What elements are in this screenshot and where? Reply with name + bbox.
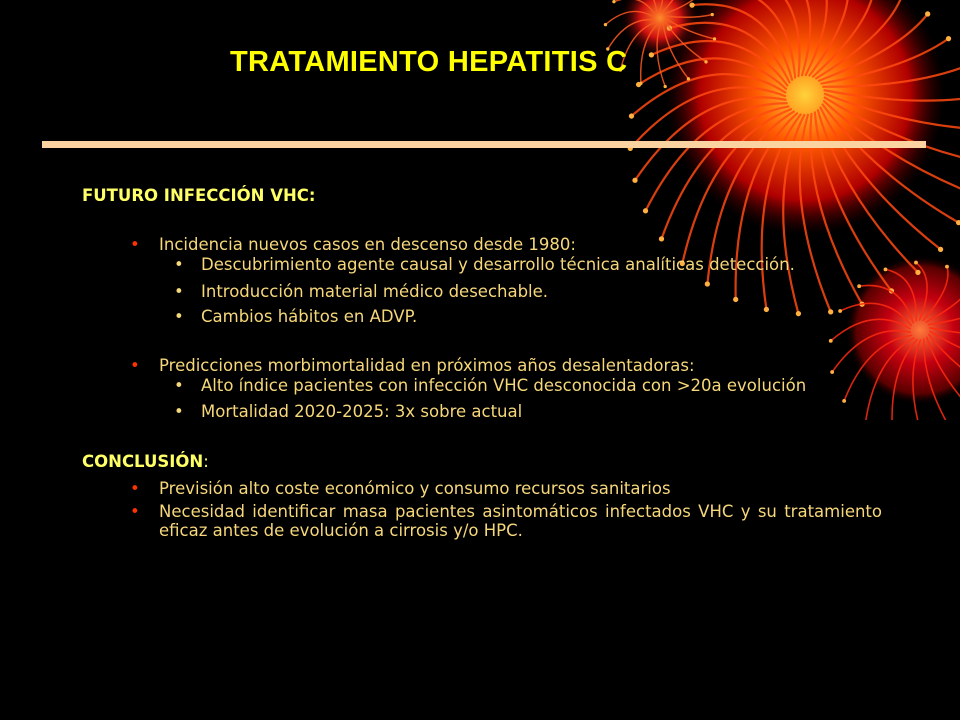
- bullet-list-futuro: [82, 235, 882, 422]
- list-item: • Alto índice pacientes con infección VHC desconocida con >20a evolución: [174, 376, 807, 395]
- list-item: • Necesidad identificar masa pacientes asintomáticos infectados VHC y su tratamiento eficaz antes de evolución a cirrosis y/o HPC.: [130, 502, 882, 540]
- firework-spark: [915, 270, 920, 275]
- firework-spark: [629, 113, 634, 118]
- firework-spark: [604, 23, 607, 26]
- slide-body: [82, 186, 882, 540]
- bullet-icon: •: [130, 356, 140, 375]
- firework-spark: [925, 11, 930, 16]
- firework-spark: [711, 13, 714, 16]
- list-item: • Mortalidad 2020-2025: 3x sobre actual: [174, 402, 523, 421]
- bullet-icon: •: [130, 502, 140, 521]
- section-heading-conclusion: CONCLUSIÓN:: [82, 452, 209, 471]
- firework-spark: [884, 267, 888, 271]
- firework-spark: [664, 85, 667, 88]
- firework-spark: [687, 77, 690, 80]
- firework-spark: [639, 82, 642, 85]
- firework-spark: [713, 37, 716, 40]
- firework-spark: [612, 0, 615, 3]
- firework-spark: [945, 265, 949, 269]
- firework-spark: [704, 60, 707, 63]
- list-item: • Predicciones morbimortalidad en próximos años desalentadoras: • Alto índice pacientes con infección VHC desconocida con >20a evolución • Mortalidad 2020-2025: 3x sobre actual: [82, 356, 882, 422]
- bullet-icon: •: [174, 307, 184, 326]
- firework-spark: [689, 2, 694, 7]
- sub-bullet-list: [159, 376, 882, 422]
- sub-bullet-list: [159, 255, 882, 327]
- firework-spark: [632, 178, 637, 183]
- bullet-icon: •: [174, 282, 184, 301]
- title-divider: [42, 141, 926, 148]
- firework-spark: [914, 261, 918, 265]
- firework-spark: [649, 52, 654, 57]
- bullet-icon: •: [130, 235, 140, 254]
- slide-title: TRATAMIENTO HEPATITIS C: [230, 46, 628, 78]
- bullet-icon: •: [130, 479, 140, 498]
- bullet-list-conclusion: [82, 479, 882, 540]
- bullet-icon: •: [174, 402, 184, 421]
- list-item: • Previsión alto coste económico y consumo recursos sanitarios: [130, 479, 671, 498]
- list-item: • Incidencia nuevos casos en descenso desde 1980: • Descubrimiento agente causal y desarrollo técnica analíticas detección. • Introducción material médico desechable. • Cambios hábitos en ADVP.: [82, 235, 882, 327]
- firework-spark: [938, 247, 943, 252]
- bullet-icon: •: [174, 255, 184, 274]
- list-item: • Cambios hábitos en ADVP.: [174, 307, 418, 326]
- section-heading-futuro: FUTURO INFECCIÓN VHC:: [82, 186, 316, 205]
- firework-spark: [946, 36, 951, 41]
- list-item: • Introducción material médico desechable.: [174, 282, 549, 301]
- bullet-icon: •: [174, 376, 184, 395]
- list-item: • Descubrimiento agente causal y desarrollo técnica analíticas detección.: [174, 255, 795, 274]
